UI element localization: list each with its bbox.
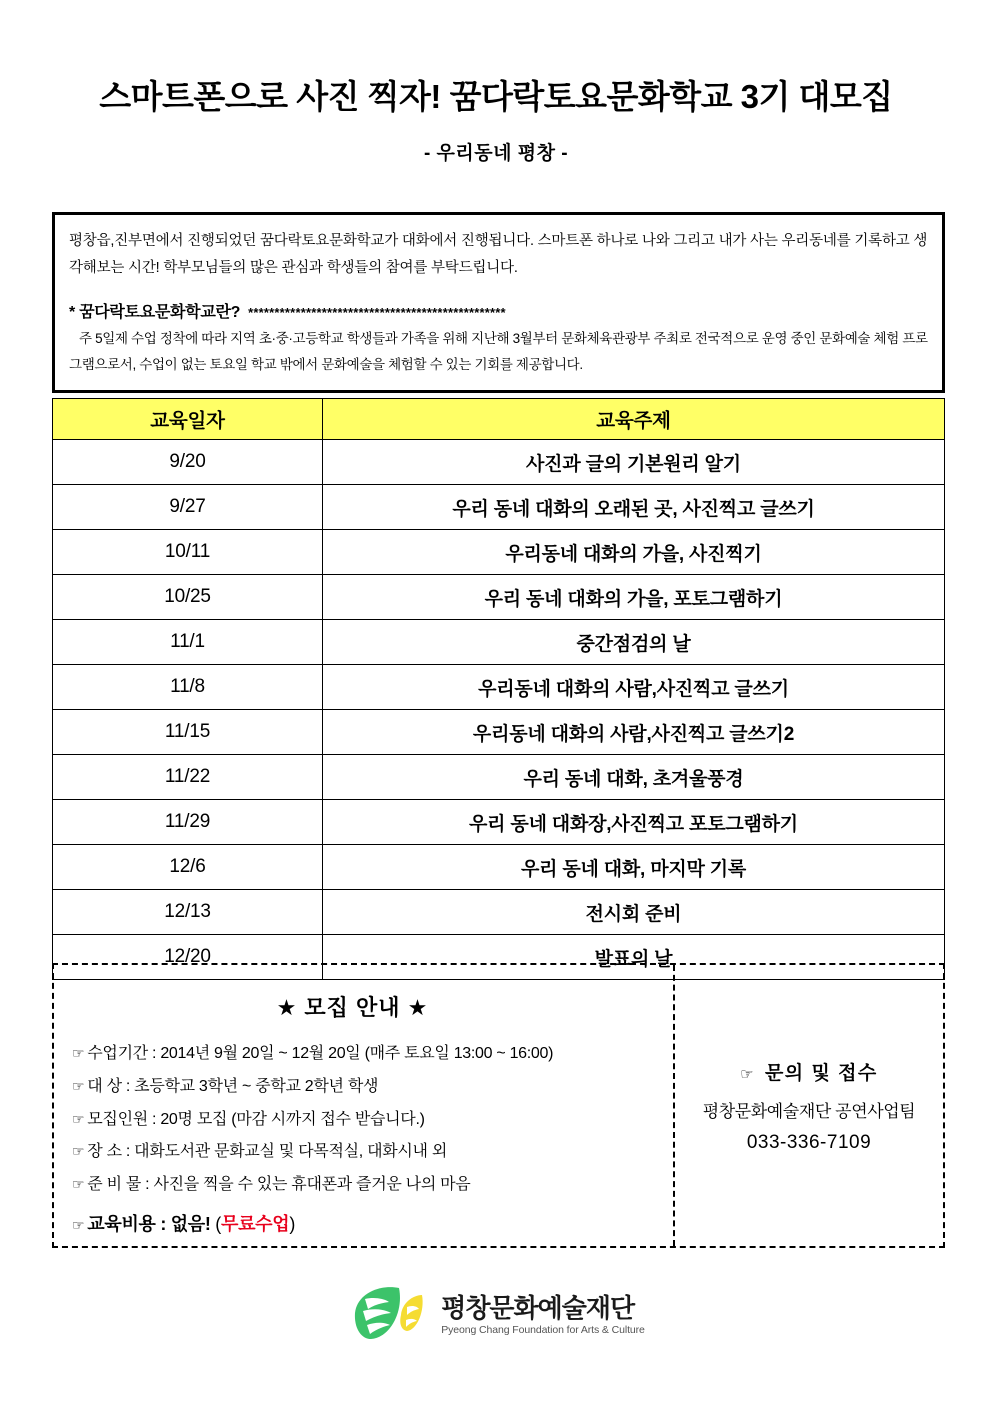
cell-topic: 중간점검의 날 — [323, 620, 945, 665]
intro-heading: * 꿈다락토요문화학교란? — [69, 303, 241, 321]
hand-pointer-icon: ☞ — [72, 1143, 85, 1160]
intro-star-divider: ************************************************* — [248, 304, 506, 320]
recruitment-line — [72, 1071, 663, 1104]
hand-pointer-icon: ☞ — [72, 1110, 85, 1127]
cell-topic: 우리 동네 대화장,사진찍고 포토그램하기 — [323, 800, 945, 845]
cell-date: 12/13 — [53, 890, 323, 935]
table-row — [53, 575, 945, 620]
cell-date: 9/27 — [53, 485, 323, 530]
table-row — [53, 890, 945, 935]
recruitment-line-text: 모집인원 : 20명 모집 (마감 시까지 접수 받습니다.) — [87, 1110, 425, 1128]
column-header-topic: 교육주제 — [323, 399, 945, 440]
recruitment-line — [72, 1136, 663, 1169]
table-header-row — [53, 399, 945, 440]
contact-title-label: 문의 및 접수 — [764, 1062, 878, 1084]
table-row — [53, 530, 945, 575]
cell-topic: 우리 동네 대화의 가을, 포토그램하기 — [323, 575, 945, 620]
cell-date: 11/29 — [53, 800, 323, 845]
schedule-table-body — [53, 440, 945, 980]
column-header-date: 교육일자 — [53, 399, 323, 440]
title-block — [0, 0, 992, 165]
recruitment-line-text: 수업기간 : 2014년 9월 20일 ~ 12월 20일 (매주 토요일 13:00 ~ 16:00) — [87, 1045, 554, 1062]
schedule-table-head — [53, 399, 945, 440]
fee-free-badge: 무료수업 — [221, 1213, 290, 1234]
bottom-info-box — [52, 963, 945, 1248]
hand-pointer-icon: ☞ — [72, 1216, 85, 1233]
fee-close-paren: ) — [289, 1213, 296, 1234]
table-row — [53, 485, 945, 530]
table-row — [53, 800, 945, 845]
recruitment-line-list — [72, 1038, 663, 1202]
cell-date: 11/15 — [53, 710, 323, 755]
contact-info-cell — [675, 965, 943, 1246]
logo-korean-name: 평창문화예술재단 — [441, 1292, 635, 1323]
logo-text-wrap — [441, 1292, 645, 1336]
intro-heading-row — [69, 299, 928, 322]
hand-pointer-icon: ☞ — [72, 1045, 85, 1061]
intro-box — [52, 212, 945, 393]
intro-paragraph: 평창읍,진부면에서 진행되었던 꿈다락토요문화학교가 대화에서 진행됩니다. 스마트폰 하나로 나와 그리고 내가 사는 우리동네를 기록하고 생각해보는 시간! 학부모님들의 많은 관심과 학생들의 참여를 부탁드립니다. — [69, 233, 928, 276]
contact-title — [740, 1058, 878, 1085]
page-subtitle: - 우리동네 평창 - — [423, 142, 569, 164]
cell-date: 10/11 — [53, 530, 323, 575]
fee-open-paren: ( — [210, 1213, 221, 1234]
cell-topic: 우리동네 대화의 가을, 사진찍기 — [323, 530, 945, 575]
cell-date: 12/6 — [53, 845, 323, 890]
hand-pointer-icon: ☞ — [740, 1065, 756, 1083]
table-row — [53, 665, 945, 710]
cell-date: 11/1 — [53, 620, 323, 665]
cell-topic: 우리동네 대화의 사람,사진찍고 글쓰기 — [323, 665, 945, 710]
schedule-table — [52, 398, 945, 980]
cell-topic: 우리 동네 대화, 마지막 기록 — [323, 845, 945, 890]
contact-organization: 평창문화예술재단 공연사업팀 — [702, 1101, 916, 1121]
recruitment-title: ★ 모집 안내 ★ — [276, 995, 429, 1020]
logo-wrap — [347, 1283, 645, 1347]
hand-pointer-icon: ☞ — [72, 1077, 85, 1094]
page-title: 스마트폰으로 사진 찍자! 꿈다락토요문화학교 3기 대모집 — [99, 78, 893, 115]
recruitment-line-text: 준 비 물 : 사진을 찍을 수 있는 휴대폰과 즐거운 나의 마음 — [87, 1176, 471, 1194]
table-row — [53, 845, 945, 890]
recruitment-line-text: 장 소 : 대화도서관 문화교실 및 다목적실, 대화시내 외 — [87, 1143, 447, 1161]
cell-date: 11/22 — [53, 755, 323, 800]
table-row — [53, 755, 945, 800]
cell-topic: 우리동네 대화의 사람,사진찍고 글쓰기2 — [323, 710, 945, 755]
cell-topic: 전시회 준비 — [323, 890, 945, 935]
cell-topic: 우리 동네 대화, 초겨울풍경 — [323, 755, 945, 800]
cell-date: 11/8 — [53, 665, 323, 710]
fee-line — [72, 1202, 663, 1243]
recruitment-line — [72, 1038, 663, 1071]
recruitment-info-cell — [54, 965, 675, 1246]
table-row — [53, 710, 945, 755]
hand-pointer-icon: ☞ — [72, 1176, 85, 1193]
cell-topic: 사진과 글의 기본원리 알기 — [323, 440, 945, 485]
recruitment-line — [72, 1104, 663, 1137]
contact-phone-number: 033-336-7109 — [746, 1131, 872, 1153]
cell-date: 9/20 — [53, 440, 323, 485]
fee-value: 없음! — [170, 1213, 211, 1234]
intro-detail-paragraph: 주 5일제 수업 정착에 따라 지역 초·중·고등학교 학생들과 가족을 위해 지난해 3월부터 문화체육관광부 주최로 전국적으로 운영 중인 문화예술 체험 프로그램으로서, 수업이 없는 토요일 학교 밖에서 문화예술을 체험할 수 있는 기회를 제공합니다. — [69, 330, 928, 372]
cell-topic: 발표의 날 — [323, 935, 945, 980]
cell-topic: 우리 동네 대화의 오래된 곳, 사진찍고 글쓰기 — [323, 485, 945, 530]
leaf-logo-icon — [347, 1283, 435, 1347]
recruitment-line — [72, 1169, 663, 1202]
table-row — [53, 620, 945, 665]
fee-label: 교육비용 : — [87, 1213, 171, 1234]
logo-english-name: Pyeong Chang Foundation for Arts & Culture — [441, 1323, 645, 1336]
cell-date: 10/25 — [53, 575, 323, 620]
footer-logo — [0, 1283, 992, 1347]
cell-date: 12/20 — [53, 935, 323, 980]
recruitment-line-text: 대 상 : 초등학교 3학년 ~ 중학교 2학년 학생 — [87, 1077, 379, 1095]
table-row — [53, 440, 945, 485]
